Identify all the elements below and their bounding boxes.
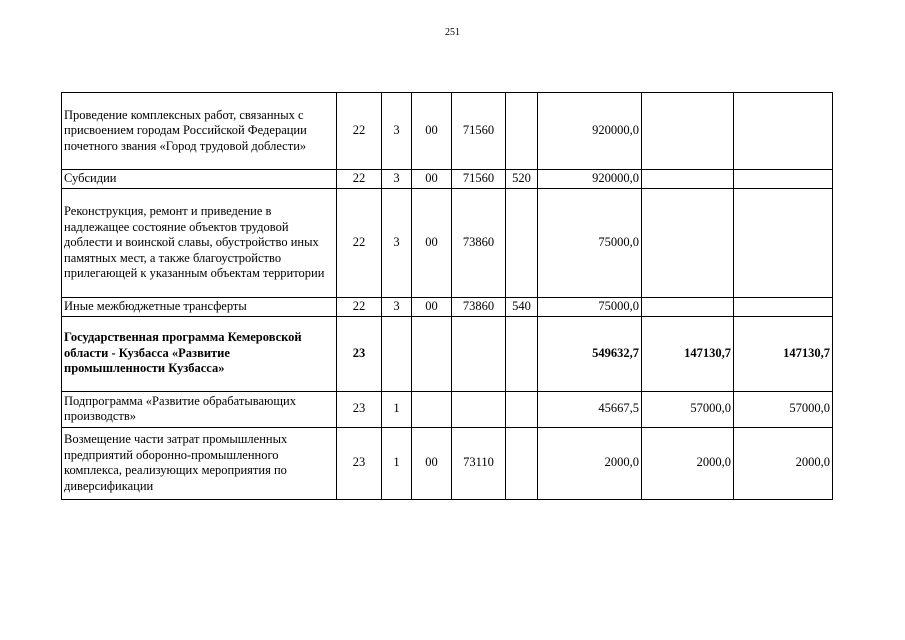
direction-code: 71560 (452, 93, 506, 170)
amount-year2: 2000,0 (642, 427, 734, 499)
expense-type-code: 540 (506, 298, 538, 317)
amount-year1: 920000,0 (538, 170, 642, 189)
direction-code (452, 316, 506, 391)
row-name: Субсидии (62, 170, 337, 189)
subprogram-code: 3 (382, 93, 412, 170)
program-code: 22 (337, 93, 382, 170)
main-event-code: 00 (412, 93, 452, 170)
direction-code: 73110 (452, 427, 506, 499)
subprogram-code: 1 (382, 391, 412, 427)
program-code: 22 (337, 170, 382, 189)
amount-year1: 45667,5 (538, 391, 642, 427)
amount-year2 (642, 189, 734, 298)
page-number: 251 (445, 27, 460, 38)
table-row (62, 170, 833, 189)
table-row (62, 298, 833, 317)
row-name: Реконструкция, ремонт и приведение в надлежащее состояние объектов трудовой доблести и воинской славы, обустройство иных памятных мест, а также благоустройство прилегающей к указанным объектам территории (62, 189, 337, 298)
amount-year2: 147130,7 (642, 316, 734, 391)
amount-year3: 57000,0 (734, 391, 833, 427)
amount-year1: 549632,7 (538, 316, 642, 391)
program-code: 23 (337, 391, 382, 427)
main-event-code: 00 (412, 298, 452, 317)
subprogram-code (382, 316, 412, 391)
main-event-code: 00 (412, 427, 452, 499)
amount-year1: 2000,0 (538, 427, 642, 499)
subprogram-code: 3 (382, 189, 412, 298)
amount-year3: 2000,0 (734, 427, 833, 499)
amount-year2 (642, 93, 734, 170)
amount-year1: 920000,0 (538, 93, 642, 170)
amount-year1: 75000,0 (538, 189, 642, 298)
expense-type-code (506, 316, 538, 391)
row-name: Проведение комплексных работ, связанных с присвоением городам Российской Федерации почетного звания «Город трудовой доблести» (62, 93, 337, 170)
amount-year3 (734, 93, 833, 170)
expense-type-code (506, 93, 538, 170)
amount-year2 (642, 298, 734, 317)
amount-year3 (734, 298, 833, 317)
main-event-code (412, 316, 452, 391)
row-name: Государственная программа Кемеровской области - Кузбасса «Развитие промышленности Кузбасса» (62, 316, 337, 391)
table-row (62, 189, 833, 298)
table-row (62, 427, 833, 499)
amount-year3 (734, 170, 833, 189)
budget-table (61, 92, 833, 500)
direction-code: 71560 (452, 170, 506, 189)
main-event-code: 00 (412, 170, 452, 189)
expense-type-code (506, 391, 538, 427)
amount-year2: 57000,0 (642, 391, 734, 427)
row-name: Подпрограмма «Развитие обрабатывающих производств» (62, 391, 337, 427)
table-row (62, 316, 833, 391)
direction-code (452, 391, 506, 427)
program-code: 23 (337, 316, 382, 391)
amount-year3: 147130,7 (734, 316, 833, 391)
direction-code: 73860 (452, 189, 506, 298)
direction-code: 73860 (452, 298, 506, 317)
program-code: 22 (337, 298, 382, 317)
main-event-code: 00 (412, 189, 452, 298)
subprogram-code: 3 (382, 298, 412, 317)
program-code: 22 (337, 189, 382, 298)
row-name: Иные межбюджетные трансферты (62, 298, 337, 317)
amount-year3 (734, 189, 833, 298)
subprogram-code: 3 (382, 170, 412, 189)
main-event-code (412, 391, 452, 427)
amount-year2 (642, 170, 734, 189)
expense-type-code: 520 (506, 170, 538, 189)
expense-type-code (506, 427, 538, 499)
table-row (62, 93, 833, 170)
program-code: 23 (337, 427, 382, 499)
row-name: Возмещение части затрат промышленных предприятий оборонно-промышленного комплекса, реализующих мероприятия по диверсификации (62, 427, 337, 499)
expense-type-code (506, 189, 538, 298)
amount-year1: 75000,0 (538, 298, 642, 317)
table-row (62, 391, 833, 427)
subprogram-code: 1 (382, 427, 412, 499)
